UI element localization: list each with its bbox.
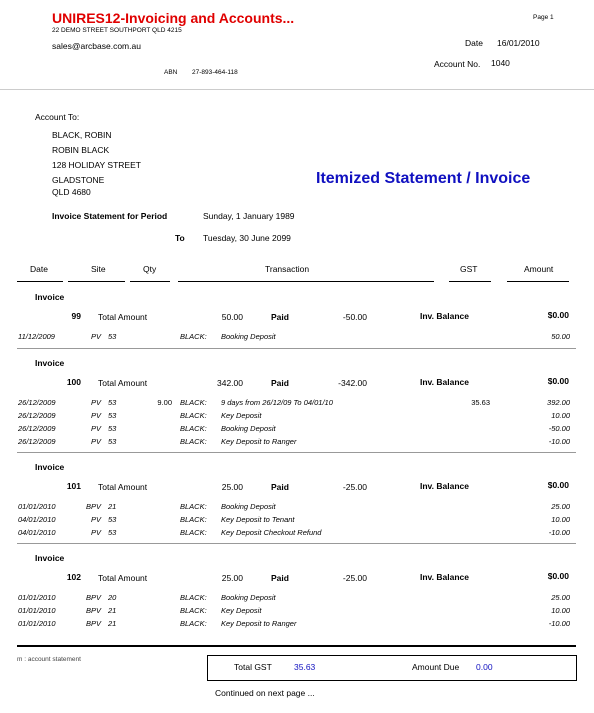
line-name: BLACK: xyxy=(180,515,207,524)
total-amount-value: 25.00 xyxy=(221,573,243,583)
line-site-number: 53 xyxy=(108,411,117,420)
date-label: Date xyxy=(465,38,483,48)
line-site: BPV xyxy=(85,606,101,615)
invoice-number: 102 xyxy=(66,572,81,582)
total-gst-value: 35.63 xyxy=(294,662,316,672)
line-site-number: 53 xyxy=(108,398,117,407)
company-address: 22 DEMO STREET SOUTHPORT QLD 4215 xyxy=(52,27,182,34)
invoice-number: 100 xyxy=(66,377,81,387)
line-site: BPV xyxy=(85,502,101,511)
invoice-label: Invoice xyxy=(35,462,65,472)
line-name: BLACK: xyxy=(180,528,207,537)
inv-balance-label: Inv. Balance xyxy=(420,311,469,321)
col-gst: GST xyxy=(460,264,478,274)
continued-note: Continued on next page ... xyxy=(215,688,315,698)
inv-balance-value: $0.00 xyxy=(547,376,569,386)
line-date: 01/01/2010 xyxy=(18,606,56,615)
total-amount-label: Total Amount xyxy=(98,573,148,583)
total-amount-label: Total Amount xyxy=(98,378,148,388)
line-name: BLACK: xyxy=(180,411,207,420)
line-description: Key Deposit to Ranger xyxy=(221,619,297,628)
line-amount: -10.00 xyxy=(548,619,570,628)
paid-label: Paid xyxy=(271,378,289,388)
invoice-separator xyxy=(17,543,576,544)
invoice-label: Invoice xyxy=(35,358,65,368)
amount-due-label: Amount Due xyxy=(412,662,460,672)
line-date: 01/01/2010 xyxy=(18,502,56,511)
account-line: QLD 4680 xyxy=(52,187,91,197)
invoice-number: 101 xyxy=(66,481,81,491)
footer-note: m : account statement xyxy=(17,656,81,663)
line-site-number: 21 xyxy=(108,606,117,615)
account-line: 128 HOLIDAY STREET xyxy=(52,160,141,170)
line-date: 04/01/2010 xyxy=(18,515,56,524)
document-heading: Itemized Statement / Invoice xyxy=(316,170,531,187)
total-amount-value: 342.00 xyxy=(217,378,243,388)
total-amount-value: 25.00 xyxy=(221,482,243,492)
line-description: 9 days from 26/12/09 To 04/01/10 xyxy=(221,398,333,407)
account-line: GLADSTONE xyxy=(52,175,105,185)
company-title: UNIRES12-Invoicing and Accounts... xyxy=(52,10,295,26)
paid-label: Paid xyxy=(271,312,289,322)
line-date: 04/01/2010 xyxy=(18,528,56,537)
line-name: BLACK: xyxy=(180,619,207,628)
page-number: Page 1 xyxy=(533,14,554,21)
line-date: 01/01/2010 xyxy=(18,593,56,602)
col-transaction: Transaction xyxy=(265,264,310,274)
invoice-label: Invoice xyxy=(35,292,65,302)
amount-due-value: 0.00 xyxy=(476,662,493,672)
line-site-number: 53 xyxy=(108,437,117,446)
inv-balance-value: $0.00 xyxy=(547,310,569,320)
line-site: PV xyxy=(90,515,101,524)
line-qty: 9.00 xyxy=(157,398,172,407)
account-line: ROBIN BLACK xyxy=(52,145,110,155)
line-amount: -50.00 xyxy=(548,424,570,433)
paid-label: Paid xyxy=(271,482,289,492)
abn-value: 27-893-464-118 xyxy=(192,69,238,76)
invoice-number: 99 xyxy=(71,311,81,321)
line-site: PV xyxy=(90,424,101,433)
account-no-value: 1040 xyxy=(491,58,510,68)
line-description: Booking Deposit xyxy=(221,332,276,341)
line-name: BLACK: xyxy=(180,398,207,407)
line-site-number: 53 xyxy=(108,515,117,524)
inv-balance-value: $0.00 xyxy=(547,480,569,490)
paid-value: -25.00 xyxy=(342,573,367,583)
line-name: BLACK: xyxy=(180,424,207,433)
account-no-label: Account No. xyxy=(434,59,481,69)
company-email: sales@arcbase.com.au xyxy=(52,41,141,51)
line-date: 01/01/2010 xyxy=(18,619,56,628)
period-to: Tuesday, 30 June 2099 xyxy=(203,233,291,243)
total-gst-label: Total GST xyxy=(234,662,272,672)
inv-balance-label: Inv. Balance xyxy=(420,481,469,491)
line-amount: 10.00 xyxy=(551,606,570,615)
line-description: Booking Deposit xyxy=(221,593,276,602)
period-to-label: To xyxy=(175,233,185,243)
invoice-separator xyxy=(17,348,576,349)
line-site: PV xyxy=(90,398,101,407)
period-from: Sunday, 1 January 1989 xyxy=(203,211,295,221)
line-site: PV xyxy=(90,528,101,537)
inv-balance-label: Inv. Balance xyxy=(420,572,469,582)
line-gst: 35.63 xyxy=(471,398,490,407)
line-site: BPV xyxy=(85,619,101,628)
line-date: 26/12/2009 xyxy=(18,424,56,433)
invoice-label: Invoice xyxy=(35,553,65,563)
line-site: PV xyxy=(90,437,101,446)
line-description: Key Deposit xyxy=(221,606,262,615)
line-site-number: 21 xyxy=(108,502,117,511)
paid-value: -342.00 xyxy=(338,378,367,388)
line-description: Booking Deposit xyxy=(221,424,276,433)
period-label: Invoice Statement for Period xyxy=(52,211,168,221)
total-amount-label: Total Amount xyxy=(98,482,148,492)
line-site-number: 53 xyxy=(108,528,117,537)
line-description: Key Deposit Checkout Refund xyxy=(221,528,322,537)
total-amount-value: 50.00 xyxy=(221,312,243,322)
line-site-number: 53 xyxy=(108,424,117,433)
line-description: Key Deposit xyxy=(221,411,262,420)
line-name: BLACK: xyxy=(180,437,207,446)
line-name: BLACK: xyxy=(180,593,207,602)
date-value: 16/01/2010 xyxy=(497,38,540,48)
line-amount: 25.00 xyxy=(551,502,570,511)
line-site: PV xyxy=(90,332,101,341)
line-site-number: 21 xyxy=(108,619,117,628)
col-qty: Qty xyxy=(143,264,157,274)
line-amount: 10.00 xyxy=(551,411,570,420)
col-amount: Amount xyxy=(524,264,554,274)
line-amount: 10.00 xyxy=(551,515,570,524)
line-name: BLACK: xyxy=(180,502,207,511)
line-date: 26/12/2009 xyxy=(18,398,56,407)
inv-balance-label: Inv. Balance xyxy=(420,377,469,387)
paid-value: -50.00 xyxy=(342,312,367,322)
col-date: Date xyxy=(30,264,48,274)
col-site: Site xyxy=(91,264,106,274)
line-name: BLACK: xyxy=(180,606,207,615)
abn-label: ABN xyxy=(164,69,178,76)
line-amount: -10.00 xyxy=(548,437,570,446)
paid-label: Paid xyxy=(271,573,289,583)
line-date: 26/12/2009 xyxy=(18,437,56,446)
invoice-separator xyxy=(17,452,576,453)
line-description: Key Deposit to Tenant xyxy=(221,515,295,524)
line-date: 11/12/2009 xyxy=(18,332,55,341)
paid-value: -25.00 xyxy=(342,482,367,492)
line-description: Key Deposit to Ranger xyxy=(221,437,297,446)
line-date: 26/12/2009 xyxy=(18,411,56,420)
total-amount-label: Total Amount xyxy=(98,312,148,322)
line-site: BPV xyxy=(85,593,101,602)
line-description: Booking Deposit xyxy=(221,502,276,511)
line-amount: -10.00 xyxy=(548,528,570,537)
line-site-number: 53 xyxy=(108,332,117,341)
line-site: PV xyxy=(90,411,101,420)
line-site-number: 20 xyxy=(108,593,117,602)
line-amount: 50.00 xyxy=(551,332,570,341)
inv-balance-value: $0.00 xyxy=(547,571,569,581)
line-name: BLACK: xyxy=(180,332,207,341)
line-amount: 392.00 xyxy=(547,398,570,407)
account-line: BLACK, ROBIN xyxy=(52,130,112,140)
account-to-label: Account To: xyxy=(35,112,80,122)
line-amount: 25.00 xyxy=(551,593,570,602)
